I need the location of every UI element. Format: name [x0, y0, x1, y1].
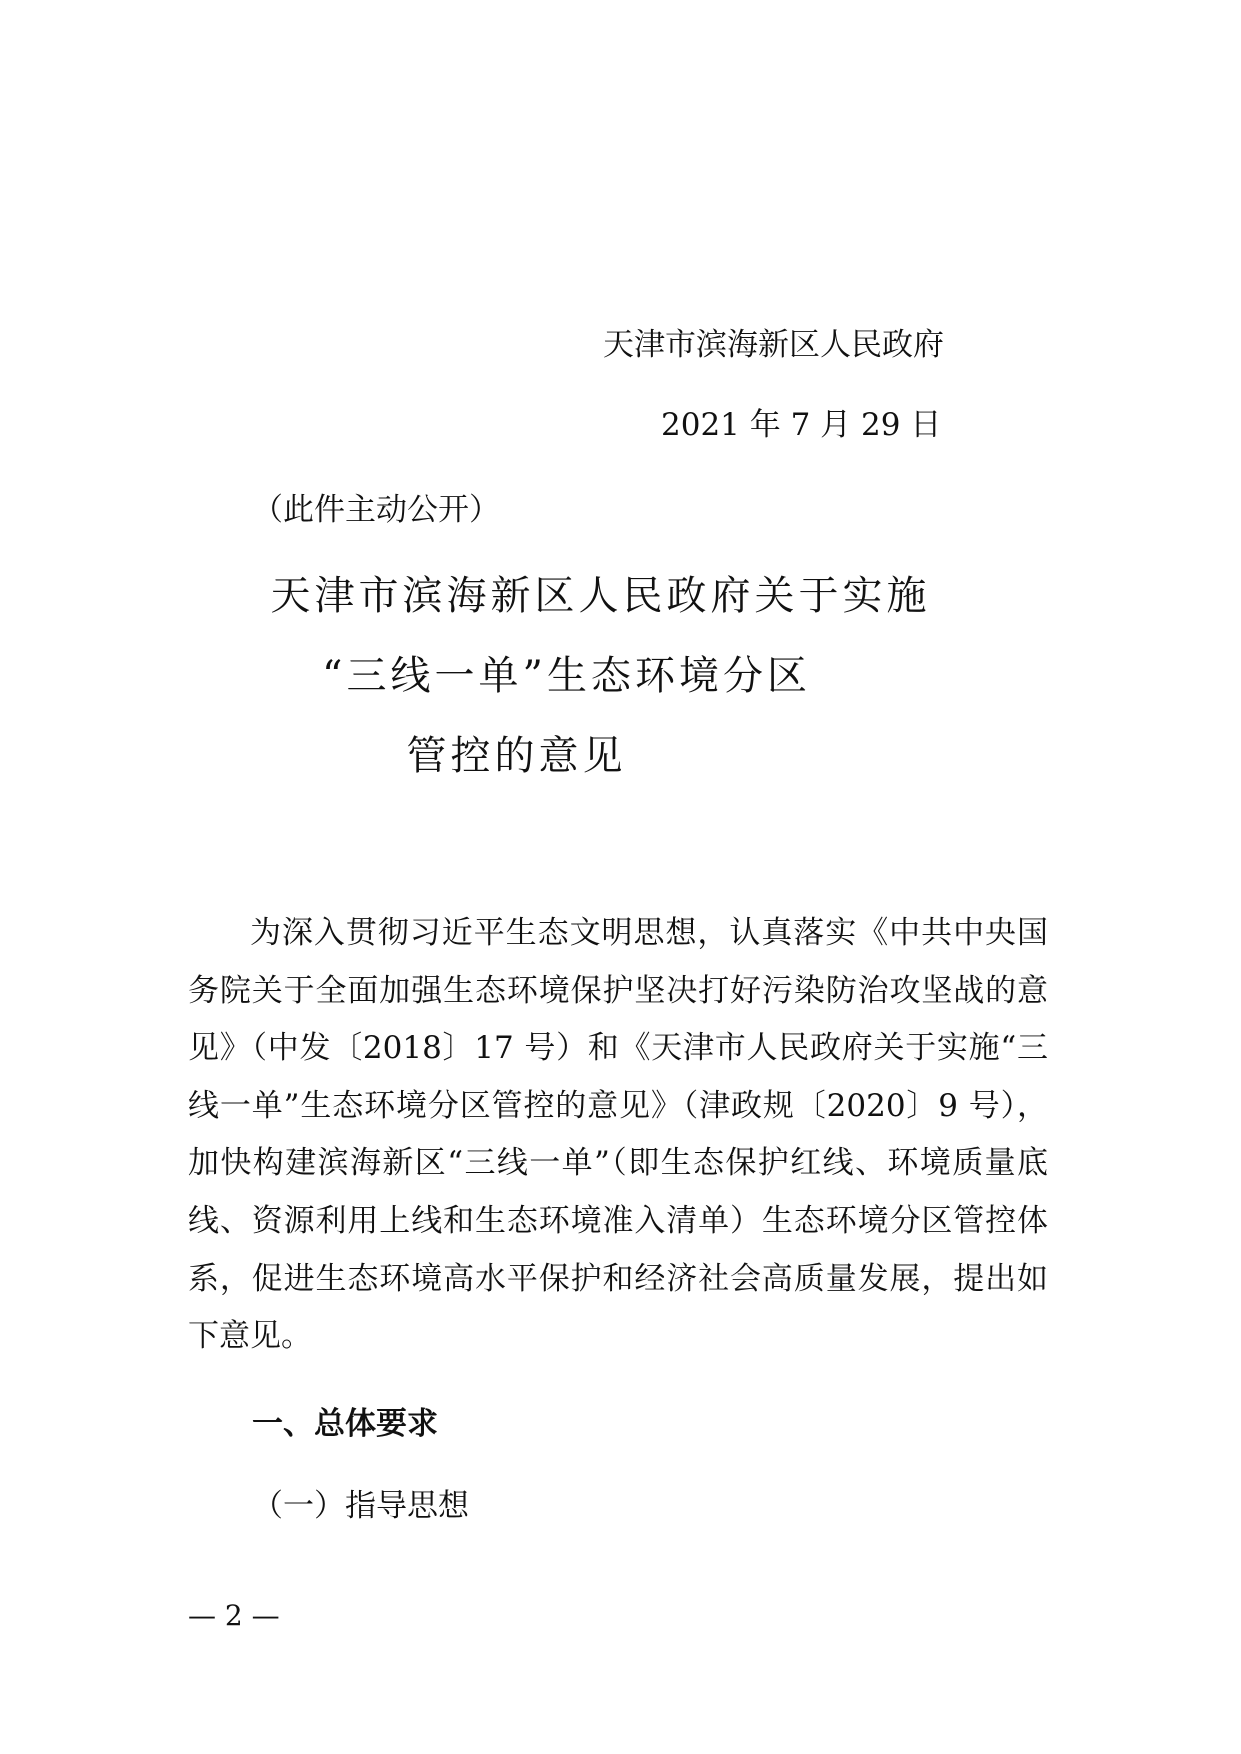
disclosure-note: （此件主动公开）: [252, 492, 500, 528]
issuing-authority: 天津市滨海新区人民政府: [603, 327, 944, 363]
document-title-line-1: 天津市滨海新区人民政府关于实施: [270, 573, 931, 619]
issue-date: 2021 年 7 月 29 日: [661, 407, 942, 443]
document-title-line-3: 管控的意见: [406, 733, 627, 779]
subsection-heading-guiding-ideology: （一）指导思想: [252, 1488, 469, 1524]
section-heading-general-requirements: 一、总体要求: [252, 1406, 438, 1442]
page-number: — 2 —: [188, 1599, 280, 1632]
intro-paragraph: 为深入贯彻习近平生态文明思想，认真落实《中共中央国务院关于全面加强生态环境保护坚决打好污染防治攻坚战的意见》（中发〔2018〕17 号）和《天津市人民政府关于实施“三线一单”生态环境分区管控的意见》（津政规〔2020〕9 号），加快构建滨海新区“三线一单”（即生态保护红线、环境质量底线、资源利用上线和生态环境准入清单）生态环境分区管控体系，促进生态环境高水平保护和经济社会高质量发展，提出如下意见。: [188, 915, 1048, 1355]
document-title-line-2: “三线一单”生态环境分区: [322, 653, 811, 699]
